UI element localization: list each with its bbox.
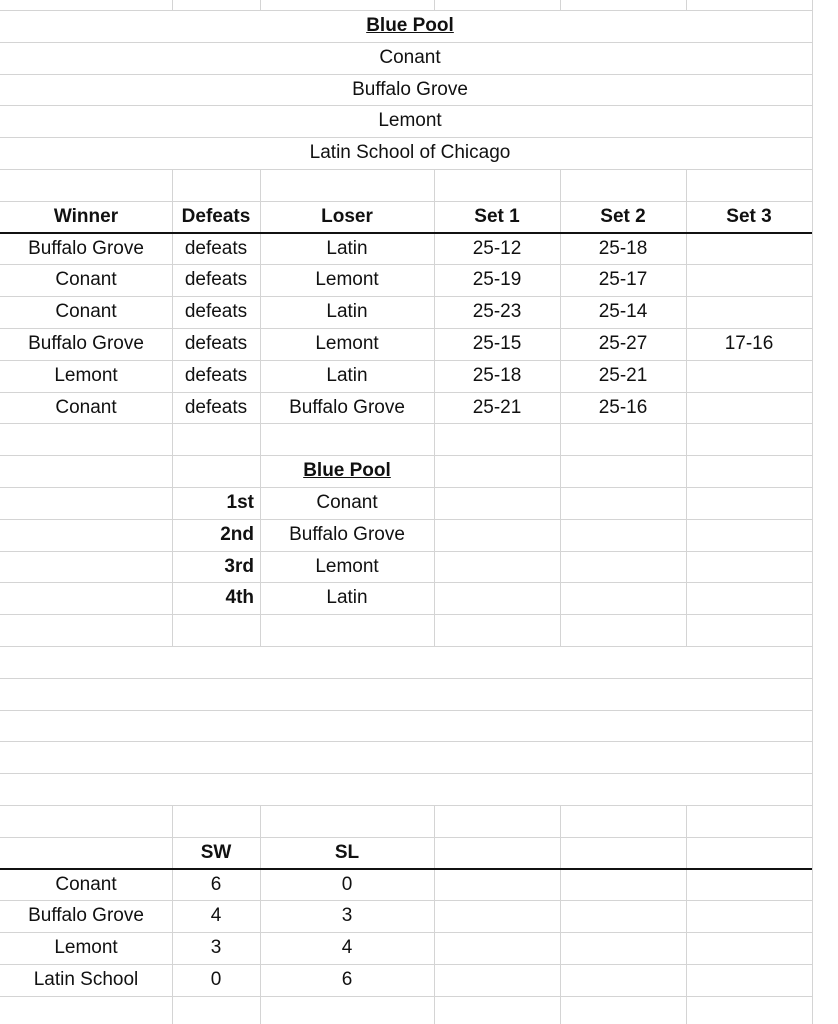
sets-header-sl: SL [334,841,360,863]
sets-sw: 0 [210,969,222,990]
standings-team: Buffalo Grove [289,523,405,545]
gridline-vertical [172,0,173,10]
results-header: Loser [321,205,373,227]
results-cell: 25-17 [598,269,648,291]
results-header: Set 1 [474,205,520,227]
standings-title-text: Blue Pool [303,460,391,482]
results-header: Winner [53,205,119,227]
results-cell: 25-12 [472,237,522,259]
results-cell: 25-18 [472,364,522,386]
results-cell: Buffalo Grove [289,396,405,418]
gridline-vertical [560,805,561,1024]
results-cell: Lemont [315,269,379,291]
sets-header-sw: SW [200,841,232,863]
results-cell: defeats [184,364,248,386]
gridline-horizontal [0,741,812,742]
standings-place: 2nd [220,523,254,545]
standings-place: 4th [225,587,254,609]
pool-team: Buffalo Grove [352,78,468,100]
results-cell: defeats [184,301,248,323]
pool-team: Latin School of Chicago [309,142,511,164]
gridline-horizontal [0,423,812,424]
gridline-vertical [434,805,435,1024]
standings-team: Lemont [315,555,379,577]
results-cell: Latin [326,237,368,259]
gridline-horizontal [0,773,812,774]
results-cell: defeats [184,269,248,291]
results-cell: 17-16 [724,333,774,354]
results-cell: Buffalo Grove [28,237,144,259]
results-cell: Latin [326,301,368,323]
gridline-vertical [434,0,435,10]
standings-title [260,456,434,486]
gridline-horizontal [0,169,812,170]
results-header: Set 3 [726,205,772,227]
results-cell: 25-21 [598,364,648,386]
standings-place: 3rd [224,555,254,577]
sets-sl: 4 [341,937,353,959]
results-cell: 25-16 [598,396,648,418]
results-cell: 25-27 [598,333,648,354]
results-cell: Conant [55,269,117,291]
gridline-vertical [686,805,687,1024]
gridline-vertical [560,0,561,10]
standings-team: Conant [316,492,378,513]
sets-team: Buffalo Grove [28,905,144,927]
gridline-vertical [260,0,261,10]
results-cell: Lemont [54,364,118,386]
results-cell: 25-15 [472,333,522,354]
pool-title [260,11,560,41]
sets-sw: 4 [210,905,222,927]
sets-team: Conant [55,873,117,895]
results-cell: 25-18 [598,237,648,259]
sets-sl: 6 [341,969,353,990]
sets-team: Lemont [54,937,118,959]
gridline-horizontal [0,805,812,806]
sets-sl: 0 [341,873,353,895]
standings-team: Latin [326,587,368,609]
results-cell: Lemont [315,333,379,354]
gridline-horizontal [0,646,812,647]
gridline-horizontal [0,996,812,997]
results-cell [686,393,812,423]
standings-place: 1st [226,492,254,513]
pool-title-text: Blue Pool [366,15,454,36]
results-header: Defeats [181,205,251,227]
pool-team: Lemont [378,110,442,132]
gridline-horizontal [0,678,812,679]
gridline-horizontal [0,614,812,615]
gridline-horizontal [0,710,812,711]
results-cell: 25-23 [472,301,522,323]
results-cell: defeats [184,333,248,354]
results-cell [686,234,812,264]
results-cell [686,265,812,295]
results-cell: Conant [55,301,117,323]
results-cell: defeats [184,237,248,259]
gridline-vertical [686,0,687,10]
sets-team: Latin School [33,969,139,990]
results-cell: 25-21 [472,396,522,418]
results-cell: 25-19 [472,269,522,291]
results-header: Set 2 [600,205,646,227]
sets-sw: 3 [210,937,222,959]
sets-sw: 6 [210,873,222,895]
results-cell [686,297,812,327]
results-cell: Conant [55,396,117,418]
gridline-vertical [812,0,813,1024]
results-cell: Latin [326,364,368,386]
sets-sl: 3 [341,905,353,927]
pool-team: Conant [379,46,441,68]
results-cell [686,361,812,391]
results-cell: defeats [184,396,248,418]
results-cell: Buffalo Grove [28,333,144,354]
results-cell: 25-14 [598,301,648,323]
